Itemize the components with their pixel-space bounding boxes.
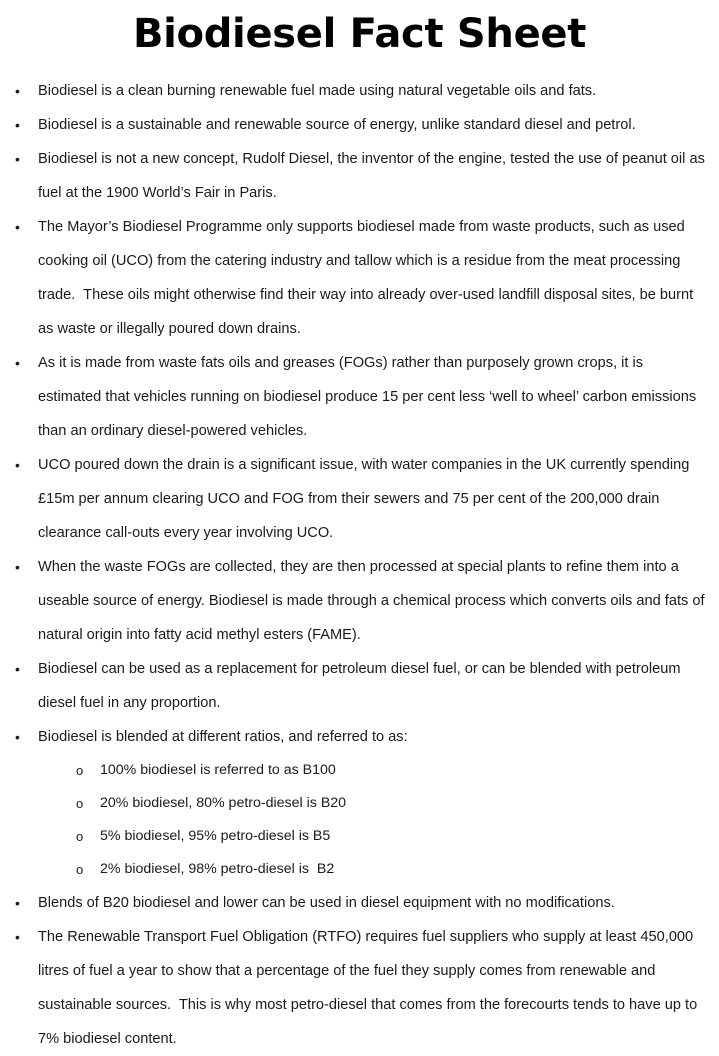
sub-list-item-text: 100% biodiesel is referred to as B100 (100, 762, 336, 778)
bullet-item (0, 346, 719, 448)
bullet-item (0, 210, 719, 346)
sub-bullet-marker-icon: o (76, 763, 84, 778)
bullet-text: The Mayor’s Biodiesel Programme only supports biodiesel made from waste products, such as used cooking oil (UCO) from the catering industry and tallow which is a residue from the meat processing trade. These oils might otherwise find their way into already over-used landfill disposal sites, be burnt as waste or illegally poured down drains. (38, 219, 698, 337)
sub-list-item (0, 787, 719, 820)
bullet-item (0, 108, 719, 142)
bullet-text: The Renewable Transport Fuel Obligation (RTFO) requires fuel suppliers who supply at least 450,000 litres of fuel a year to show that a percentage of the fuel they supply comes from renewable and sustainable sources. This is why most petro-diesel that comes from the forecourts tends to have up to 7% biodiesel content. (38, 929, 702, 1047)
bullet-marker-icon: • (15, 559, 20, 575)
bullet-marker-icon: • (15, 151, 20, 167)
bullet-text: Biodiesel is blended at different ratios, and referred to as: (38, 729, 408, 745)
bullet-marker-icon: • (15, 83, 20, 99)
bullet-text: Biodiesel is a sustainable and renewable source of energy, unlike standard diesel and petrol. (38, 117, 636, 133)
sub-bullet-marker-icon: o (76, 829, 84, 844)
bullet-marker-icon: • (15, 457, 20, 473)
sub-bullet-marker-icon: o (76, 796, 84, 811)
sub-list-item (0, 754, 719, 787)
blend-ratio-sub-list (0, 754, 719, 886)
bullet-text: Biodiesel is a clean burning renewable fuel made using natural vegetable oils and fats. (38, 83, 597, 99)
bullet-marker-icon: • (15, 929, 20, 945)
bullet-marker-icon: • (15, 219, 20, 235)
sub-list-item-text: 2% biodiesel, 98% petro-diesel is B2 (100, 861, 335, 877)
bullet-item (0, 550, 719, 652)
bullet-text: When the waste FOGs are collected, they are then processed at special plants to refine them into a useable source of energy. Biodiesel is made through a chemical process which converts oils and fats of natural origin into fatty acid methyl esters (FAME). (38, 559, 709, 643)
bullet-text: Biodiesel can be used as a replacement for petroleum diesel fuel, or can be blended with petroleum diesel fuel in any proportion. (38, 661, 685, 711)
bullet-item (0, 652, 719, 720)
bullet-marker-icon: • (15, 895, 20, 911)
sub-list-item (0, 820, 719, 853)
page-title: Biodiesel Fact Sheet (132, 11, 587, 57)
bullet-marker-icon: • (15, 661, 20, 677)
sub-list-item (0, 853, 719, 886)
bullet-marker-icon: • (15, 355, 20, 371)
bullet-text: Biodiesel is not a new concept, Rudolf Diesel, the inventor of the engine, tested the use of peanut oil as fuel at the 1900 World’s Fair in Paris. (38, 151, 709, 201)
bullet-text: As it is made from waste fats oils and greases (FOGs) rather than purposely grown crops, it is estimated that vehicles running on biodiesel produce 15 per cent less ‘well to wheel’ carbon emissions than an ordinary diesel-powered vehicles. (38, 355, 701, 439)
bullet-item (0, 886, 719, 920)
bullet-marker-icon: • (15, 117, 20, 133)
bullet-item (0, 74, 719, 108)
bullet-item (0, 142, 719, 210)
bullet-item (0, 720, 719, 754)
bullet-text: Blends of B20 biodiesel and lower can be used in diesel equipment with no modifications. (38, 895, 615, 911)
bullet-item (0, 920, 719, 1056)
bullet-item (0, 448, 719, 550)
sub-bullet-marker-icon: o (76, 862, 84, 877)
fact-bullet-list (0, 74, 719, 1056)
sub-list-item-text: 20% biodiesel, 80% petro-diesel is B20 (100, 795, 347, 811)
bullet-marker-icon: • (15, 729, 20, 745)
bullet-text: UCO poured down the drain is a significant issue, with water companies in the UK currently spending £15m per annum clearing UCO and FOG from their sewers and 75 per cent of the 200,000 drain clearance call-outs every year involving UCO. (38, 457, 694, 541)
sub-list-item-text: 5% biodiesel, 95% petro-diesel is B5 (100, 828, 331, 844)
